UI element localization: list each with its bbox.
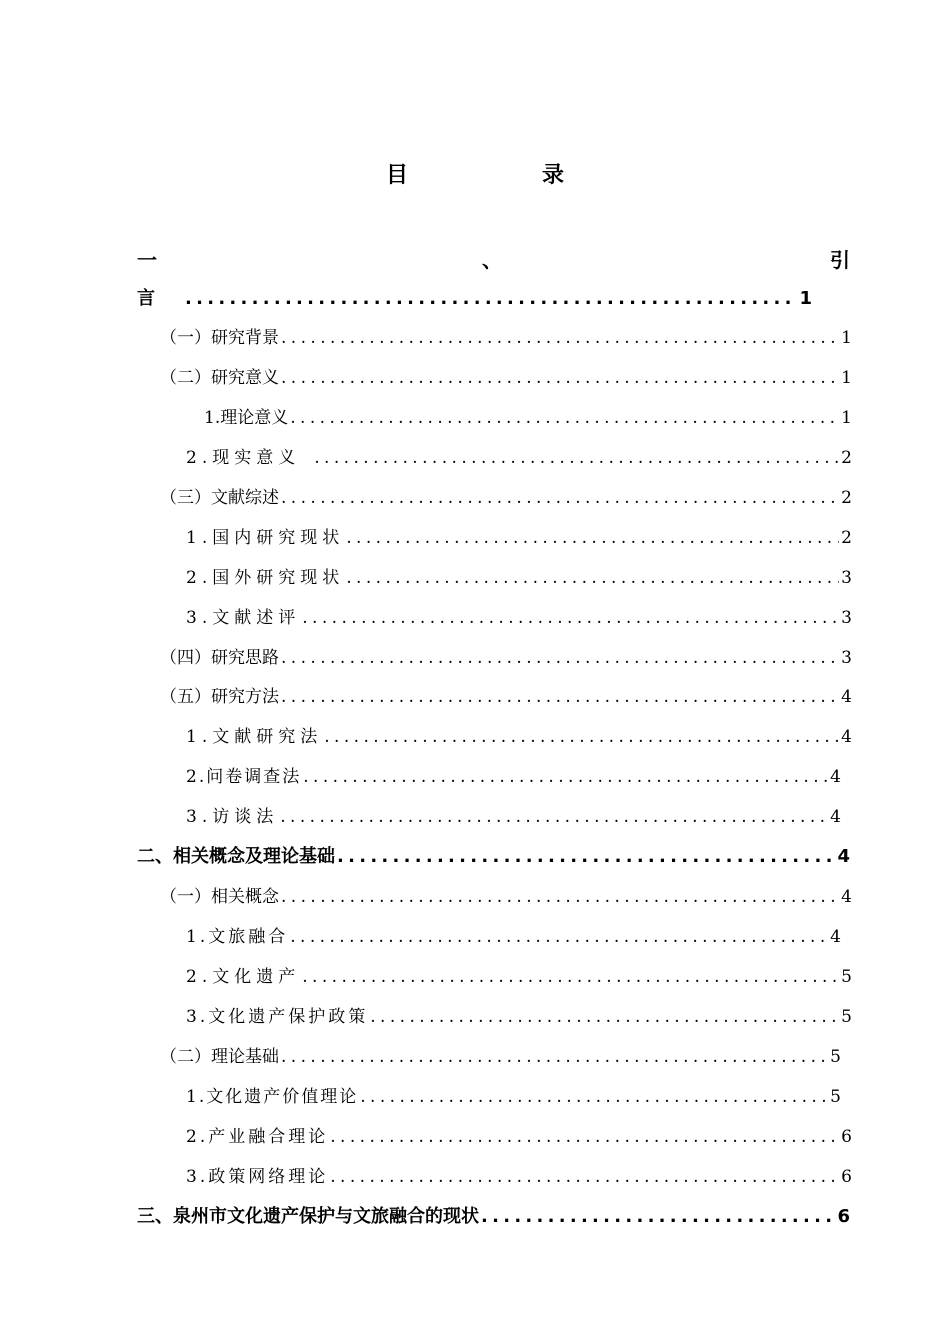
toc-page-number: 5 [841, 967, 852, 987]
intro-part3: 引 [830, 248, 850, 272]
toc-entry[interactable] [186, 763, 841, 791]
toc-entry-text: 3.文献述评 [186, 608, 301, 628]
toc-page-number: 6 [837, 1206, 850, 1227]
toc-leader [302, 604, 839, 632]
toc-leader [281, 364, 839, 392]
toc-page-number: 5 [830, 1087, 841, 1107]
toc-page-number: 4 [841, 887, 852, 907]
toc-entry[interactable] [204, 404, 852, 432]
toc-page-number: 3 [841, 568, 852, 588]
toc-leader [281, 324, 839, 352]
toc-entry-text: 言 [137, 288, 155, 309]
toc-entry-text: 3.政策网络理论 [186, 1167, 329, 1187]
toc-entry-text: 2.现实意义 [186, 448, 301, 468]
toc-page-number: 4 [830, 807, 841, 827]
toc-leader [280, 803, 828, 831]
toc-entry[interactable] [186, 444, 852, 472]
toc-entry[interactable] [186, 923, 841, 951]
toc-entry-text: （一）相关概念 [160, 887, 279, 907]
toc-entry-text: 1.文化遗产价值理论 [186, 1087, 359, 1107]
toc-entry[interactable] [186, 963, 852, 991]
toc-leader [281, 644, 839, 672]
toc-page-number: 4 [830, 927, 841, 947]
toc-entry[interactable] [160, 324, 852, 352]
toc-entry-text: 1.文献研究法 [186, 727, 323, 747]
toc-entry[interactable] [186, 1123, 852, 1151]
toc-entry[interactable] [186, 723, 852, 751]
toc-page-number: 3 [841, 648, 852, 668]
toc-leader [330, 1163, 839, 1191]
toc-page-number: 3 [841, 608, 852, 628]
toc-leader [303, 763, 828, 791]
toc-entry[interactable] [186, 524, 852, 552]
toc-page-number: 1 [841, 368, 852, 388]
toc-entry-text: （四）研究思路 [160, 648, 279, 668]
toc-entry-text: 1.国内研究现状 [186, 528, 345, 548]
toc-entry[interactable] [186, 1163, 852, 1191]
toc-page-number: 4 [830, 767, 841, 787]
toc-entry[interactable] [186, 1003, 852, 1031]
toc-entry-text: 2.文化遗产 [186, 967, 301, 987]
toc-page-number: 4 [841, 727, 852, 747]
toc-entry-intro-line1[interactable] [137, 244, 850, 272]
toc-entry[interactable] [160, 1043, 841, 1071]
toc-entry-text: 2.国外研究现状 [186, 568, 345, 588]
toc-entry-text: （二）研究意义 [160, 368, 279, 388]
toc-entry-text: 3.文化遗产保护政策 [186, 1007, 369, 1027]
toc-entry-text: 2.问卷调查法 [186, 767, 302, 787]
toc-entry[interactable] [160, 484, 852, 512]
toc-leader [290, 923, 828, 951]
intro-part1: 一 [137, 248, 157, 272]
toc-entry[interactable] [186, 1083, 841, 1111]
toc-entry[interactable] [137, 843, 850, 871]
toc-page-number: 5 [830, 1047, 841, 1067]
toc-page-number: 4 [841, 687, 852, 707]
toc-entry-text: 1.理论意义 [204, 408, 289, 428]
toc-page-number: 4 [837, 846, 850, 867]
toc-leader [302, 963, 839, 991]
toc-leader [281, 683, 839, 711]
toc-leader [481, 1203, 835, 1231]
toc-leader [337, 843, 835, 871]
toc-entry[interactable] [186, 564, 852, 592]
toc-entry-text: 2.产业融合理论 [186, 1127, 329, 1147]
toc-entry-text: 三、泉州市文化遗产保护与文旅融合的现状 [137, 1206, 479, 1227]
toc-entry[interactable] [160, 883, 852, 911]
toc-entry[interactable] [160, 364, 852, 392]
toc-entry-text: （二）理论基础 [160, 1047, 279, 1067]
toc-entry[interactable] [137, 1203, 850, 1231]
toc-page-number: 1 [841, 408, 852, 428]
toc-leader [346, 564, 839, 592]
toc-page-number: 1 [841, 328, 852, 348]
toc-leader [360, 1083, 828, 1111]
toc-entry[interactable] [160, 644, 852, 672]
toc-entry-text: （五）研究方法 [160, 687, 279, 707]
toc-entry-text: 1.文旅融合 [186, 927, 289, 947]
toc-entry[interactable] [186, 604, 852, 632]
toc-leader [281, 484, 839, 512]
toc-page-number: 6 [841, 1127, 852, 1147]
toc-leader [290, 404, 839, 432]
toc-page-number: 2 [841, 448, 852, 468]
toc-entry[interactable] [186, 803, 841, 831]
toc-leader [330, 1123, 839, 1151]
toc-page-number: 2 [841, 528, 852, 548]
toc-page-number: 1 [799, 288, 812, 309]
toc-leader [346, 524, 839, 552]
toc-entry-text: （一）研究背景 [160, 328, 279, 348]
intro-part2: 、 [482, 248, 502, 272]
toc-page-number: 5 [841, 1007, 852, 1027]
toc-entry-text: （三）文献综述 [160, 488, 279, 508]
toc-page-number: 2 [841, 488, 852, 508]
toc-leader [314, 444, 839, 472]
toc-leader [281, 883, 839, 911]
toc-leader [281, 1043, 828, 1071]
toc-leader [185, 285, 797, 313]
toc-leader [324, 723, 839, 751]
toc-page-number: 6 [841, 1167, 852, 1187]
toc-entry[interactable] [160, 683, 852, 711]
page-title: 目 录 [385, 163, 620, 188]
toc-entry-text: 二、相关概念及理论基础 [137, 846, 335, 867]
toc-entry[interactable] [137, 285, 812, 313]
toc-leader [370, 1003, 839, 1031]
toc-entry-text: 3.访谈法 [186, 807, 279, 827]
